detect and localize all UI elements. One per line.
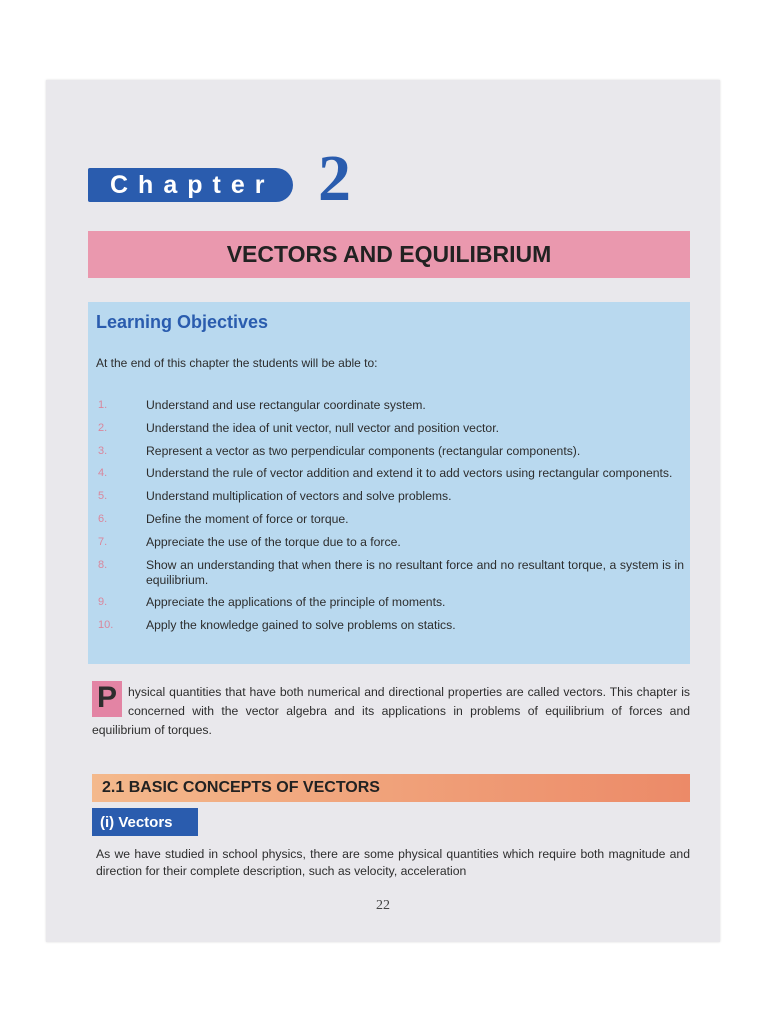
objective-number: 6. xyxy=(98,512,108,525)
subsection-heading: (i) Vectors xyxy=(100,813,173,831)
objective-number: 5. xyxy=(98,490,108,503)
objective-text: Show an understanding that when there is no resultant force and no resultant torque, a system is in equilibrium. xyxy=(146,557,684,587)
objectives-intro: At the end of this chapter the students will be able to: xyxy=(96,356,378,370)
chapter-title-bar xyxy=(88,231,690,278)
objective-text: Appreciate the applications of the principle of moments. xyxy=(146,595,446,610)
objective-text: Represent a vector as two perpendicular components (rectangular components). xyxy=(146,443,581,458)
objective-text: Understand the idea of unit vector, null vector and position vector. xyxy=(146,420,499,435)
chapter-label: Chapter xyxy=(110,170,275,199)
objective-item xyxy=(98,512,684,527)
objective-text: Apply the knowledge gained to solve problems on statics. xyxy=(146,618,456,633)
objective-item xyxy=(98,421,684,436)
textbook-page xyxy=(46,80,720,942)
objective-item xyxy=(98,398,684,413)
objective-item xyxy=(98,618,684,633)
drop-cap: P xyxy=(92,681,122,717)
objective-number: 10. xyxy=(98,619,114,632)
section-heading: 2.1 BASIC CONCEPTS OF VECTORS xyxy=(102,779,380,796)
intro-paragraph xyxy=(92,683,690,740)
objective-number: 7. xyxy=(98,535,108,548)
subsection-heading-box xyxy=(92,808,198,836)
chapter-badge xyxy=(88,168,293,202)
objectives-list xyxy=(98,398,684,641)
objective-number: 3. xyxy=(98,444,108,457)
objective-item xyxy=(98,535,684,550)
learning-objectives-box xyxy=(88,302,690,664)
objective-number: 9. xyxy=(98,596,108,609)
objective-number: 8. xyxy=(98,558,108,571)
objective-item xyxy=(98,595,684,610)
body-paragraph: As we have studied in school physics, there are some physical quantities which require both magnitude and direction for their complete description, such as velocity, acceleration xyxy=(96,847,690,878)
chapter-number: 2 xyxy=(318,142,351,215)
objective-item xyxy=(98,444,684,459)
page-number: 22 xyxy=(376,898,390,913)
intro-text: hysical quantities that have both numerical and directional properties are called vectors. This chapter is concerned with the vector algebra and its applications in problems of equilibrium of forces and equilibrium of torques. xyxy=(92,685,690,737)
objective-text: Appreciate the use of the torque due to a force. xyxy=(146,534,401,549)
objective-item xyxy=(98,489,684,504)
objective-number: 2. xyxy=(98,421,108,434)
section-heading-bar xyxy=(92,774,690,802)
objective-text: Understand multiplication of vectors and solve problems. xyxy=(146,489,452,504)
objective-item xyxy=(98,558,684,588)
objective-text: Understand the rule of vector addition and extend it to add vectors using rectangular components. xyxy=(146,466,673,481)
objective-number: 1. xyxy=(98,399,108,411)
objective-text: Understand and use rectangular coordinate system. xyxy=(146,398,426,412)
objective-text: Define the moment of force or torque. xyxy=(146,511,349,526)
chapter-title: VECTORS AND EQUILIBRIUM xyxy=(226,241,552,267)
objectives-heading: Learning Objectives xyxy=(96,312,269,332)
objective-item xyxy=(98,466,684,481)
objective-number: 4. xyxy=(98,467,108,480)
